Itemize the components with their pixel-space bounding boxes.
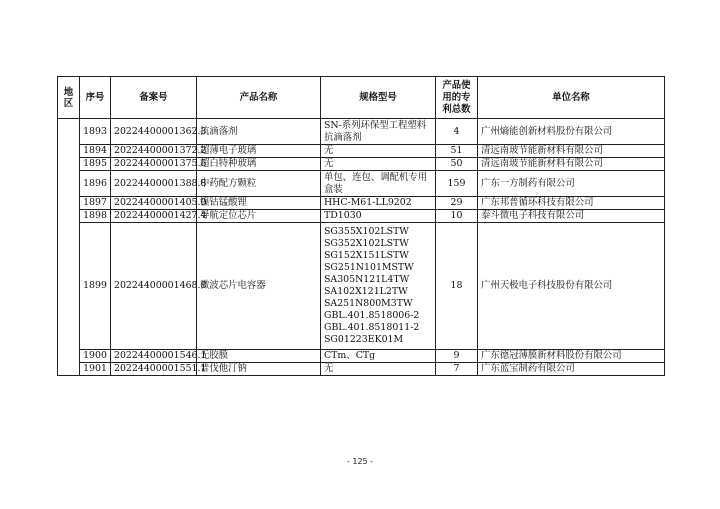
seq-cell: 1894 — [80, 145, 111, 158]
spec-cell — [321, 197, 436, 210]
patents-cell: 29 — [436, 197, 478, 210]
spec-line: HHC-M61-LL9202 — [324, 197, 412, 208]
spec-line: SA251N800M3TW — [324, 298, 413, 309]
table-row — [58, 210, 665, 223]
spec-line: SG355X102LSTW — [324, 226, 409, 237]
patents-cell: 7 — [436, 363, 478, 376]
product-cell: 超白特种玻璃 — [197, 158, 321, 171]
spec-line: 盒装 — [324, 183, 343, 195]
patents-cell: 9 — [436, 350, 478, 363]
record-no-cell: 20224400001388.8 — [111, 171, 197, 197]
patents-cell: 4 — [436, 119, 478, 145]
company-cell: 清远南玻节能新材料有限公司 — [478, 158, 665, 171]
table-row — [58, 197, 665, 210]
product-cell: 无胶膜 — [197, 350, 321, 363]
patents-cell: 50 — [436, 158, 478, 171]
spec-line: SN-系列环保型工程塑料 — [324, 119, 427, 131]
header-spec: 规格型号 — [321, 77, 436, 119]
table-row — [58, 223, 665, 350]
company-cell: 清远南玻节能新材料有限公司 — [478, 145, 665, 158]
table-row — [58, 363, 665, 376]
product-cell: 微波芯片电容器 — [197, 223, 321, 350]
company-cell: 广东蓝宝制药有限公司 — [478, 363, 665, 376]
spec-line: GBL.401.8518006-2 — [324, 310, 420, 321]
table-row — [58, 350, 665, 363]
spec-cell — [321, 363, 436, 376]
patents-cell: 51 — [436, 145, 478, 158]
table-row — [58, 119, 665, 145]
record-no-cell: 20224400001546.1 — [111, 350, 197, 363]
seq-cell: 1898 — [80, 210, 111, 223]
product-cell: 中药配方颗粒 — [197, 171, 321, 197]
spec-cell — [321, 350, 436, 363]
spec-cell — [321, 119, 436, 145]
spec-cell — [321, 145, 436, 158]
region-cell — [58, 119, 80, 376]
product-cell: 超薄电子玻璃 — [197, 145, 321, 158]
spec-line: SG152X151LSTW — [324, 250, 409, 261]
spec-line: GBL.401.8518011-2 — [324, 322, 420, 333]
spec-line: 无 — [324, 363, 334, 374]
seq-cell: 1893 — [80, 119, 111, 145]
product-cell: 普伐他汀钠 — [197, 363, 321, 376]
spec-line: 抗滴落剂 — [324, 131, 362, 143]
spec-cell — [321, 171, 436, 197]
seq-cell: 1901 — [80, 363, 111, 376]
table-row — [58, 158, 665, 171]
seq-cell: 1895 — [80, 158, 111, 171]
table-row — [58, 145, 665, 158]
header-seq: 序号 — [80, 77, 111, 119]
header-company: 单位名称 — [478, 77, 665, 119]
patents-cell: 18 — [436, 223, 478, 350]
spec-line: CTm、CTg — [324, 350, 376, 361]
seq-cell: 1896 — [80, 171, 111, 197]
company-cell: 泰斗微电子科技有限公司 — [478, 210, 665, 223]
spec-line: TD1030 — [324, 210, 362, 221]
spec-line: SG352X102LSTW — [324, 238, 409, 249]
company-cell: 广东一方制药有限公司 — [478, 171, 665, 197]
header-product: 产品名称 — [197, 77, 321, 119]
spec-cell — [321, 223, 436, 350]
header-patents: 产品使用的专利总数 — [436, 77, 478, 119]
patents-cell: 10 — [436, 210, 478, 223]
spec-line: 无 — [324, 145, 334, 156]
table-header-row — [58, 77, 665, 119]
product-cell: 镍钴锰酸锂 — [197, 197, 321, 210]
company-cell: 广东邦普循环科技有限公司 — [478, 197, 665, 210]
header-record-no: 备案号 — [111, 77, 197, 119]
header-region: 地区 — [58, 77, 80, 119]
product-cell: 导航定位芯片 — [197, 210, 321, 223]
spec-line: 无 — [324, 158, 334, 169]
record-no-cell: 20224400001375.5 — [111, 158, 197, 171]
company-cell: 广州天极电子科技股份有限公司 — [478, 223, 665, 350]
table-row — [58, 171, 665, 197]
spec-line: SG251N101MSTW — [324, 262, 414, 273]
spec-line: SG01223EK01M — [324, 334, 404, 345]
page-number: - 125 - — [346, 457, 374, 466]
registration-table — [57, 76, 665, 376]
record-no-cell: 20224400001405.0 — [111, 197, 197, 210]
record-no-cell: 20224400001362.3 — [111, 119, 197, 145]
company-cell: 广州熵能创新材料股份有限公司 — [478, 119, 665, 145]
patents-cell: 159 — [436, 171, 478, 197]
record-no-cell: 20224400001468.8 — [111, 223, 197, 350]
company-cell: 广东德冠薄膜新材料股份有限公司 — [478, 350, 665, 363]
product-cell: 抗滴落剂 — [197, 119, 321, 145]
spec-line: 单包、连包、调配机专用 — [324, 171, 428, 183]
spec-cell — [321, 210, 436, 223]
record-no-cell: 20224400001372.2 — [111, 145, 197, 158]
spec-cell — [321, 158, 436, 171]
spec-line: SA102X121L2TW — [324, 286, 408, 297]
record-no-cell: 20224400001551.1 — [111, 363, 197, 376]
seq-cell: 1897 — [80, 197, 111, 210]
record-no-cell: 20224400001427.4 — [111, 210, 197, 223]
spec-line: SA305N121L4TW — [324, 274, 410, 285]
seq-cell: 1900 — [80, 350, 111, 363]
seq-cell: 1899 — [80, 223, 111, 350]
